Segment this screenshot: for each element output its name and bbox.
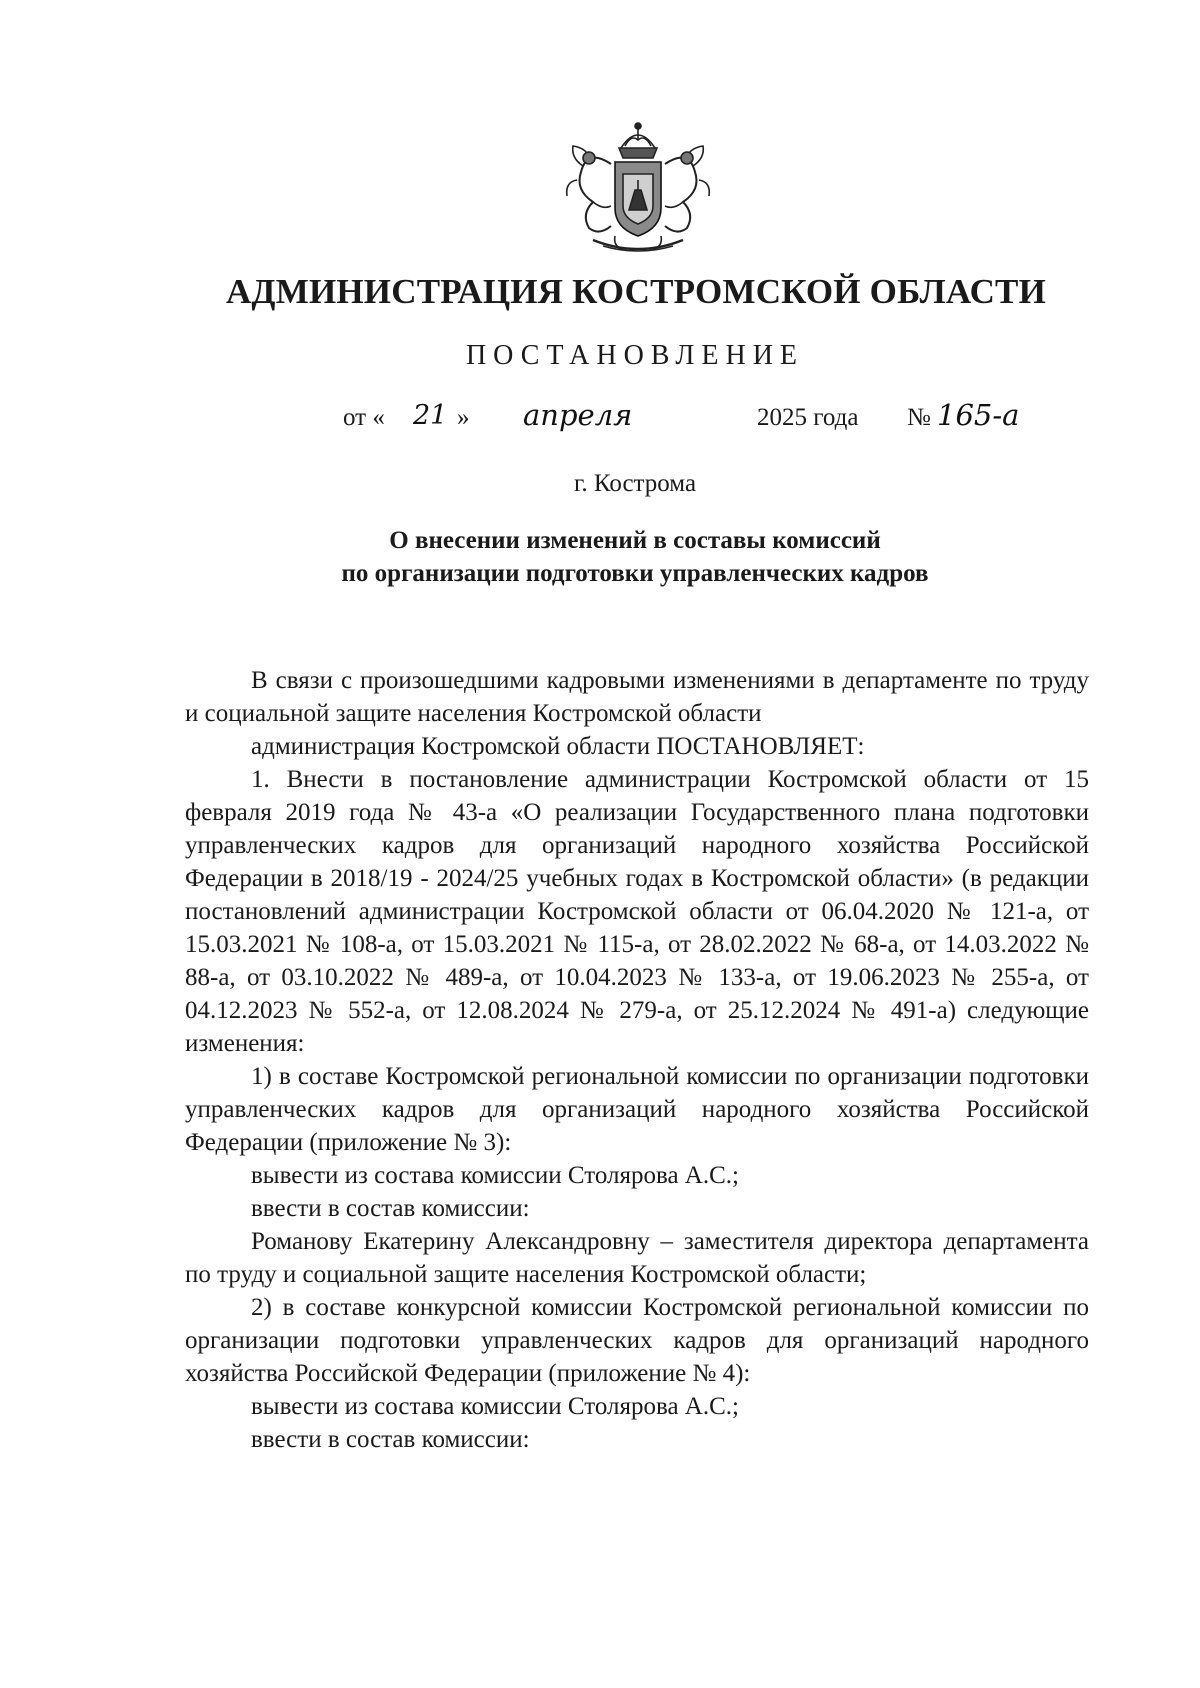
paragraph: вывести из состава комиссии Столярова А.С.;	[251, 1393, 739, 1420]
subject-line-1: О внесении изменений в составы комиссий	[389, 527, 881, 554]
number-label: №	[907, 404, 931, 431]
paragraph: ввести в состав комиссии:	[251, 1426, 530, 1453]
paragraph: 2) в составе конкурсной комиссии Костромской региональной комиссии по организации подготовки управленческих кадров для организаций народного хозяйства Российской Федерации (приложение № 4):	[185, 1294, 1089, 1387]
date-day-close: »	[457, 404, 470, 431]
paragraph: В связи с произошедшими кадровыми изменениями в департаменте по труду и социальной защите населения Костромской области	[185, 667, 1089, 727]
document-body	[185, 664, 1089, 1456]
document-number: 165-а	[937, 398, 1020, 432]
date-year: 2025 года	[757, 404, 859, 431]
paragraph: администрация Костромской области ПОСТАНОВЛЯЕТ:	[251, 733, 865, 760]
organization-title: АДМИНИСТРАЦИЯ КОСТРОМСКОЙ ОБЛАСТИ	[225, 272, 1047, 311]
date-prefix: от «	[343, 404, 385, 431]
date-day: 21	[413, 400, 448, 431]
paragraph: Романову Екатерину Александровну – заместителя директора департамента по труду и социальной защите населения Костромской области;	[185, 1228, 1089, 1288]
document-subject	[0, 524, 1200, 590]
paragraph: ввести в состав комиссии:	[251, 1195, 530, 1222]
coat-of-arms-icon	[553, 118, 723, 258]
city: г. Кострома	[573, 470, 697, 497]
paragraph: вывести из состава комиссии Столярова А.С.;	[251, 1162, 739, 1189]
document-type: ПОСТАНОВЛЕНИЕ	[465, 340, 805, 371]
date-month: апреля	[523, 398, 633, 432]
subject-line-2: по организации подготовки управленческих кадров	[341, 560, 929, 587]
paragraph: 1. Внести в постановление администрации Костромской области от 15 февраля 2019 года № 43-а «О реализации Государственного плана подготовки управленческих кадров для организаций народного хозяйства Российской Федерации в 2018/19 - 2024/25 учебных годах в Костромской области» (в редакции постановлений администрации Костромской области от 06.04.2020 № 121-а, от 15.03.2021 № 108-а, от 15.03.2021 № 115-а, от 28.02.2022 № 68-а, от 14.03.2022 № 88-а, от 03.10.2022 № 489-а, от 10.04.2023 № 133-а, от 19.06.2023 № 255-а, от 04.12.2023 № 552-а, от 12.08.2024 № 279-а, от 25.12.2024 № 491-а) следующие изменения:	[185, 766, 1089, 1057]
paragraph: 1) в составе Костромской региональной комиссии по организации подготовки управленческих кадров для организаций народного хозяйства Российской Федерации (приложение № 3):	[185, 1063, 1089, 1156]
